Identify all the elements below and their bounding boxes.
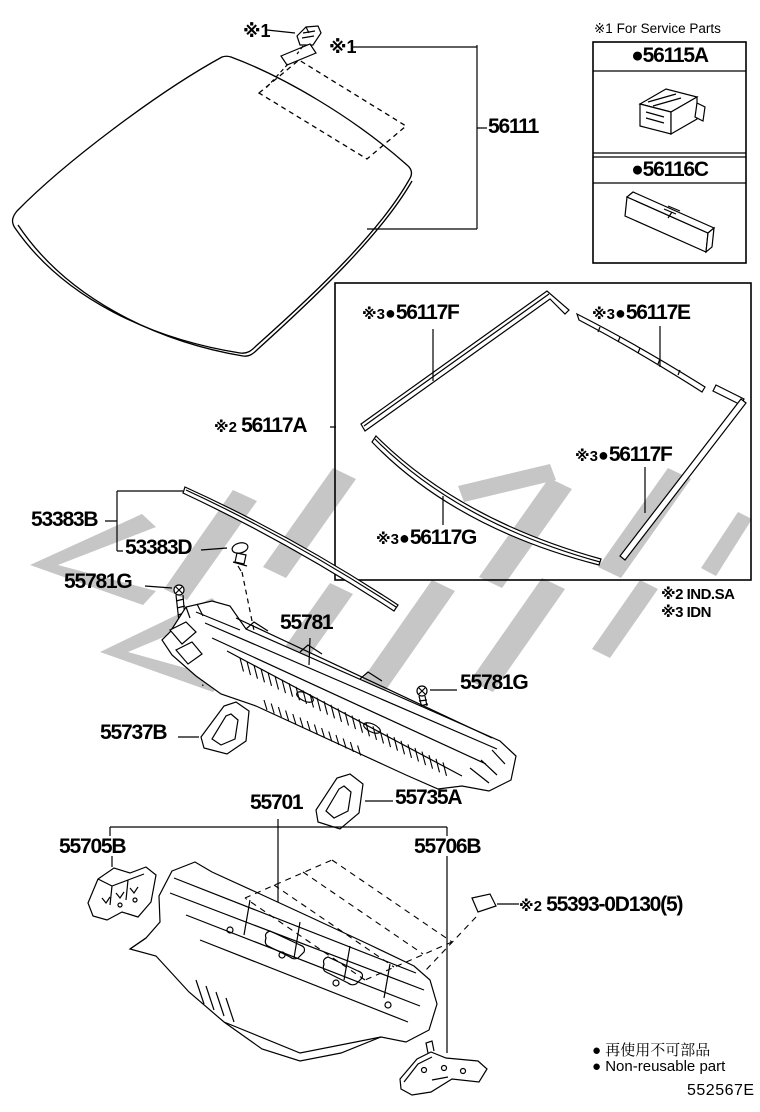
part-label-56117A: ※2 56117A — [214, 414, 307, 437]
part-label-56116C: ●56116C — [631, 158, 708, 181]
spacer-pad-55393-drawing — [472, 894, 519, 912]
part-label-55781G-left: 55781G — [64, 570, 132, 593]
part-label-53383B: 53383B — [31, 508, 98, 531]
windshield-glass-drawing — [13, 56, 412, 356]
part-label-55705B: 55705B — [59, 835, 126, 858]
dash-panel-bracket-55706B — [400, 1041, 487, 1095]
legend-non-reusable-en: ● Non-reusable part — [592, 1058, 726, 1075]
part-label-53383D: 53383D — [125, 536, 192, 559]
cowl-side-bracket-55737B — [178, 702, 249, 754]
part-label-55737B: 55737B — [100, 721, 167, 744]
legend-non-reusable-jp: ● 再使用不可部品 — [592, 1042, 711, 1059]
figure-code: 552567E — [687, 1082, 755, 1099]
part-label-56117F-bottomright: ※3●56117F — [575, 443, 672, 466]
part-label-55781: 55781 — [280, 611, 333, 634]
leader-lines-moldings — [330, 326, 660, 525]
part-label-56117E: ※3●56117E — [592, 301, 690, 324]
part-label-56115A: ●56115A — [631, 44, 708, 67]
cowl-side-bracket-55735A — [316, 774, 393, 829]
marker-star1-b: ※1 — [329, 37, 357, 57]
dash-panel-bracket-55705B — [88, 867, 156, 920]
part-label-56117F-topleft: ※3●56117F — [362, 301, 459, 324]
part-label-55701: 55701 — [250, 791, 303, 814]
cowl-top-panel-drawing — [162, 601, 516, 791]
part-label-55735A: 55735A — [395, 786, 462, 809]
note-idn: ※3 IDN — [661, 604, 711, 621]
part-label-55393: ※2 55393-0D130(5) — [519, 893, 683, 916]
windshield-moldings-drawing — [361, 291, 746, 565]
part-label-56111: 56111 — [488, 115, 539, 138]
part-label-55781G-right: 55781G — [460, 671, 528, 694]
service-parts-note: ※1 For Service Parts — [594, 21, 721, 36]
marker-star1-a: ※1 — [243, 21, 271, 41]
part-label-56117G: ※3●56117G — [376, 526, 477, 549]
note-ind-sa: ※2 IND.SA — [661, 586, 735, 603]
part-label-55706B: 55706B — [414, 835, 481, 858]
